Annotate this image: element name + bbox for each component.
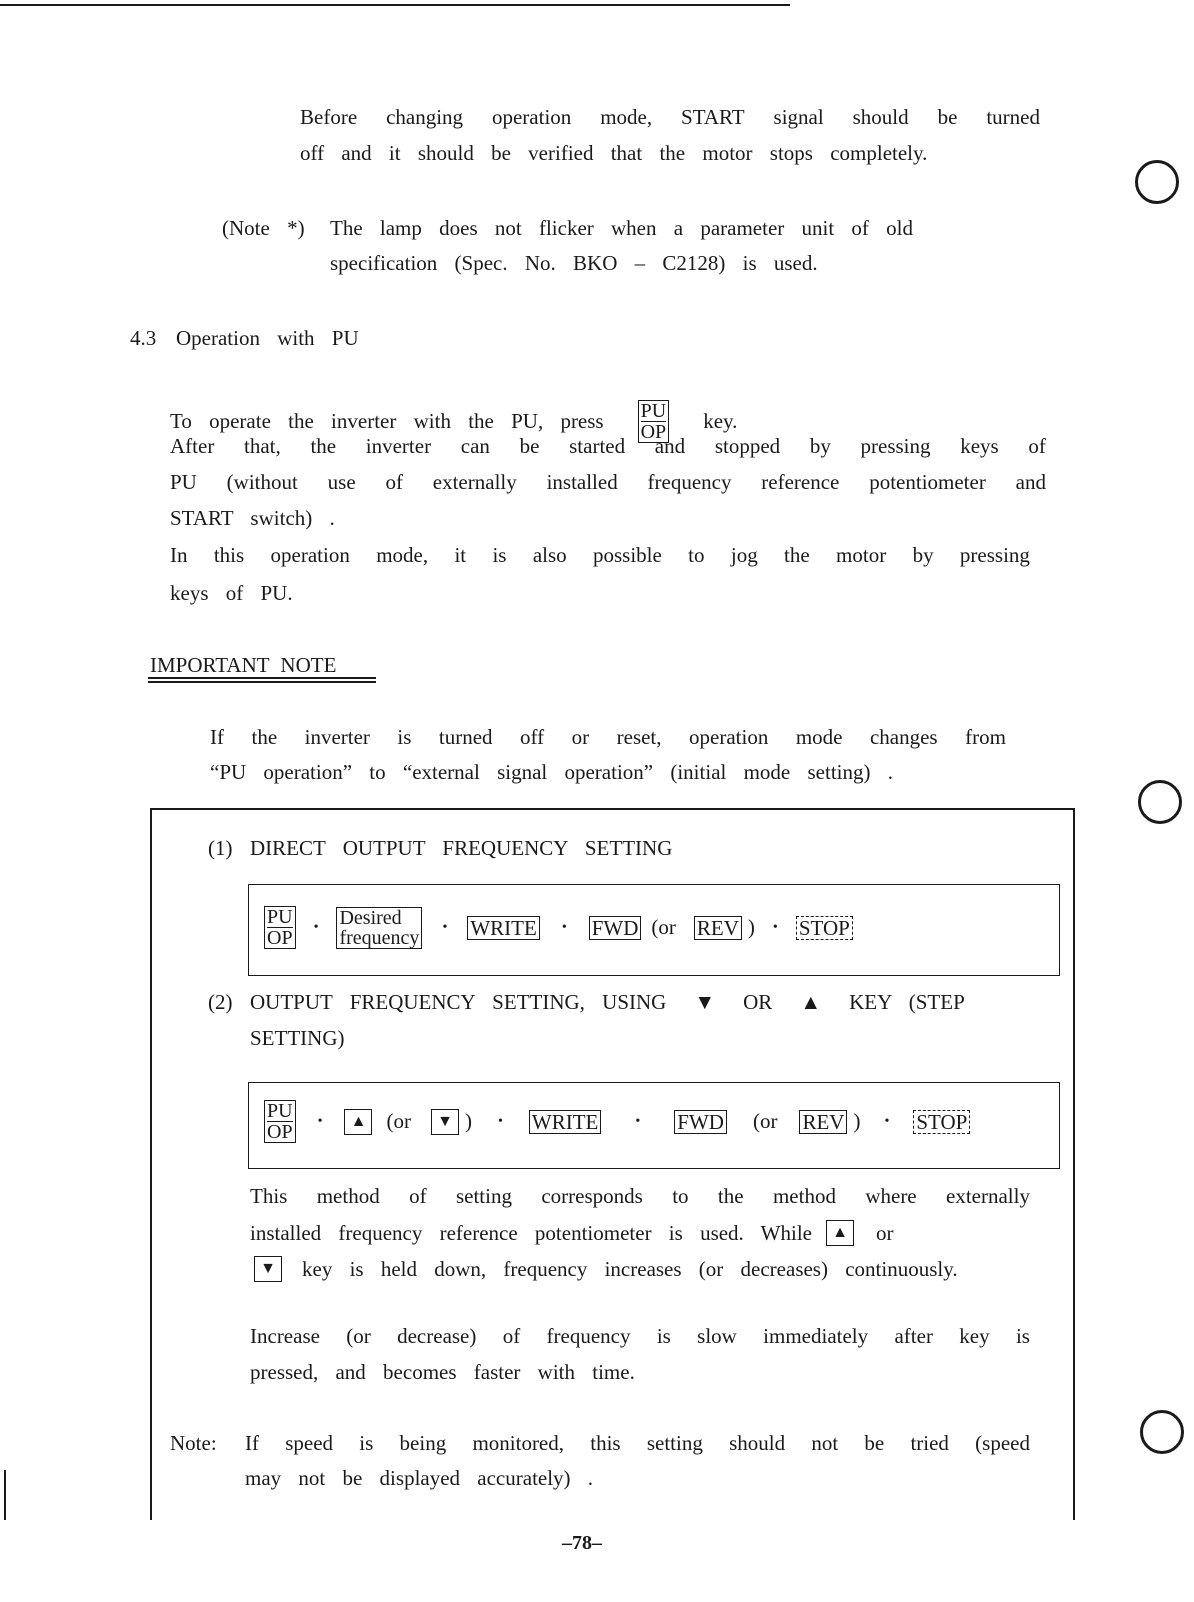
- seq2-close-paren-1: ): [464, 1109, 472, 1133]
- seq2-pu-label: PU: [267, 1100, 293, 1122]
- intro-line-1: Before changing operation mode, START signal should be turned: [300, 105, 1040, 129]
- seq2-close-paren-2: ): [853, 1109, 861, 1133]
- para-1-line-3-text: key is held down, frequency increases (or decreases) continuously.: [302, 1256, 958, 1281]
- para-down-key: ▼: [254, 1256, 282, 1282]
- seq1-dot-1: •: [313, 919, 319, 935]
- body-line-5: In this operation mode, it is also possible to jog the motor by pressing: [170, 543, 1030, 567]
- seq2-rev-key: REV: [799, 1110, 847, 1134]
- punch-hole-top: [1135, 160, 1179, 204]
- seq1-op-label: OP: [267, 927, 293, 949]
- seq2-fwd-key: FWD: [674, 1110, 727, 1134]
- seq1-dot-3: •: [561, 919, 567, 935]
- margin-mark: [4, 1470, 6, 1520]
- para-up-key: ▲: [826, 1220, 854, 1246]
- para-1-line-2: [250, 1220, 894, 1246]
- body-line-6: keys of PU.: [170, 581, 293, 605]
- body-line-1-key-word: key.: [703, 409, 738, 433]
- box-right-border: [1073, 808, 1075, 1520]
- important-underline-2: [148, 681, 376, 683]
- seq1-pu-label: PU: [267, 906, 293, 928]
- sequence-2: [264, 1100, 970, 1143]
- para-2-line-2: pressed, and becomes faster with time.: [250, 1360, 635, 1384]
- box-note-label: Note:: [170, 1431, 217, 1455]
- seq2-pu-op-key: [264, 1100, 296, 1143]
- intro-line-2: off and it should be verified that the motor stops completely.: [300, 141, 928, 165]
- para-1-line-2-text: installed frequency reference potentiometer is used. While: [250, 1220, 812, 1245]
- body-line-2: After that, the inverter can be started and stopped by pressing keys of: [170, 434, 1046, 458]
- seq1-dot-4: •: [772, 919, 778, 935]
- important-note-heading: IMPORTANT NOTE: [150, 653, 337, 677]
- seq1-frequency-label: frequency: [339, 926, 420, 949]
- para-2-line-1: Increase (or decrease) of frequency is slow immediately after key is: [250, 1324, 1030, 1348]
- note-star-line-2: specification (Spec. No. BKO – C2128) is used.: [330, 251, 818, 275]
- seq2-dot-3: •: [635, 1113, 641, 1129]
- seq1-close-paren: ): [747, 915, 755, 939]
- seq2-dot-1: •: [317, 1113, 323, 1129]
- seq1-fwd-key: FWD: [589, 916, 642, 940]
- important-line-2: “PU operation” to “external signal operation” (initial mode setting) .: [210, 760, 893, 784]
- seq2-write-key: WRITE: [529, 1110, 601, 1134]
- seq2-dot-2: •: [497, 1113, 503, 1129]
- box-note-line-1: If speed is being monitored, this setting should not be tried (speed: [245, 1431, 1030, 1455]
- box-left-border: [150, 808, 152, 1520]
- seq2-stop-key: STOP: [913, 1110, 970, 1134]
- seq2-or-2: (or: [752, 1109, 778, 1133]
- para-1-line-2-or: or: [876, 1220, 894, 1245]
- body-line-3: PU (without use of externally installed frequency reference potentiometer and: [170, 470, 1046, 494]
- section-title: Operation with PU: [176, 326, 359, 350]
- item-1-title: DIRECT OUTPUT FREQUENCY SETTING: [250, 836, 673, 860]
- seq2-or: (or: [386, 1109, 411, 1133]
- seq1-desired-label: Desired: [339, 906, 402, 929]
- seq1-stop-key: STOP: [796, 916, 853, 940]
- seq1-pu-op-key: [264, 906, 296, 949]
- body-line-4: START switch) .: [170, 506, 335, 530]
- item-2-label: (2): [208, 990, 233, 1014]
- top-rule: [0, 4, 790, 6]
- punch-hole-middle: [1138, 780, 1182, 824]
- pu-op-key-bottom: OP: [640, 421, 667, 443]
- note-star-label: (Note *): [222, 216, 305, 240]
- seq2-op-label: OP: [267, 1121, 293, 1143]
- pu-op-key-top: PU: [640, 400, 667, 422]
- item-1-label: (1): [208, 836, 233, 860]
- box-top-border: [150, 808, 1075, 810]
- sequence-1: [264, 906, 853, 949]
- seq2-dot-4: •: [884, 1113, 890, 1129]
- section-number: 4.3: [130, 326, 157, 350]
- seq1-desired-frequency-key: [336, 907, 422, 949]
- para-1-line-3: [254, 1256, 958, 1282]
- para-1-line-1: This method of setting corresponds to the method where externally: [250, 1184, 1030, 1208]
- page-number: –78–: [562, 1532, 602, 1554]
- seq1-write-key: WRITE: [467, 916, 539, 940]
- item-2-title-line-1: [250, 992, 965, 1013]
- note-star-line-1: The lamp does not flicker when a parameter unit of old: [330, 216, 914, 240]
- item-2-title-part-1: OUTPUT FREQUENCY SETTING, USING: [250, 990, 667, 1014]
- box-note-line-2: may not be displayed accurately) .: [245, 1466, 594, 1490]
- down-arrow-icon: ▼: [694, 990, 716, 1014]
- seq1-or: (or: [651, 915, 676, 939]
- punch-hole-bottom: [1140, 1410, 1184, 1454]
- seq1-dot-2: •: [442, 919, 448, 935]
- item-2-title-part-2: KEY (STEP: [849, 990, 965, 1014]
- seq2-up-key: ▲: [344, 1109, 372, 1135]
- seq2-down-key: ▼: [431, 1109, 459, 1135]
- important-line-1: If the inverter is turned off or reset, operation mode changes from: [210, 725, 1006, 749]
- important-underline-1: [148, 677, 376, 679]
- up-arrow-icon: ▲: [800, 990, 822, 1014]
- item-2-or: OR: [743, 990, 773, 1014]
- seq1-rev-key: REV: [694, 916, 742, 940]
- body-line-1-text: To operate the inverter with the PU, press: [170, 409, 604, 433]
- item-2-title-line-2: SETTING): [250, 1026, 345, 1050]
